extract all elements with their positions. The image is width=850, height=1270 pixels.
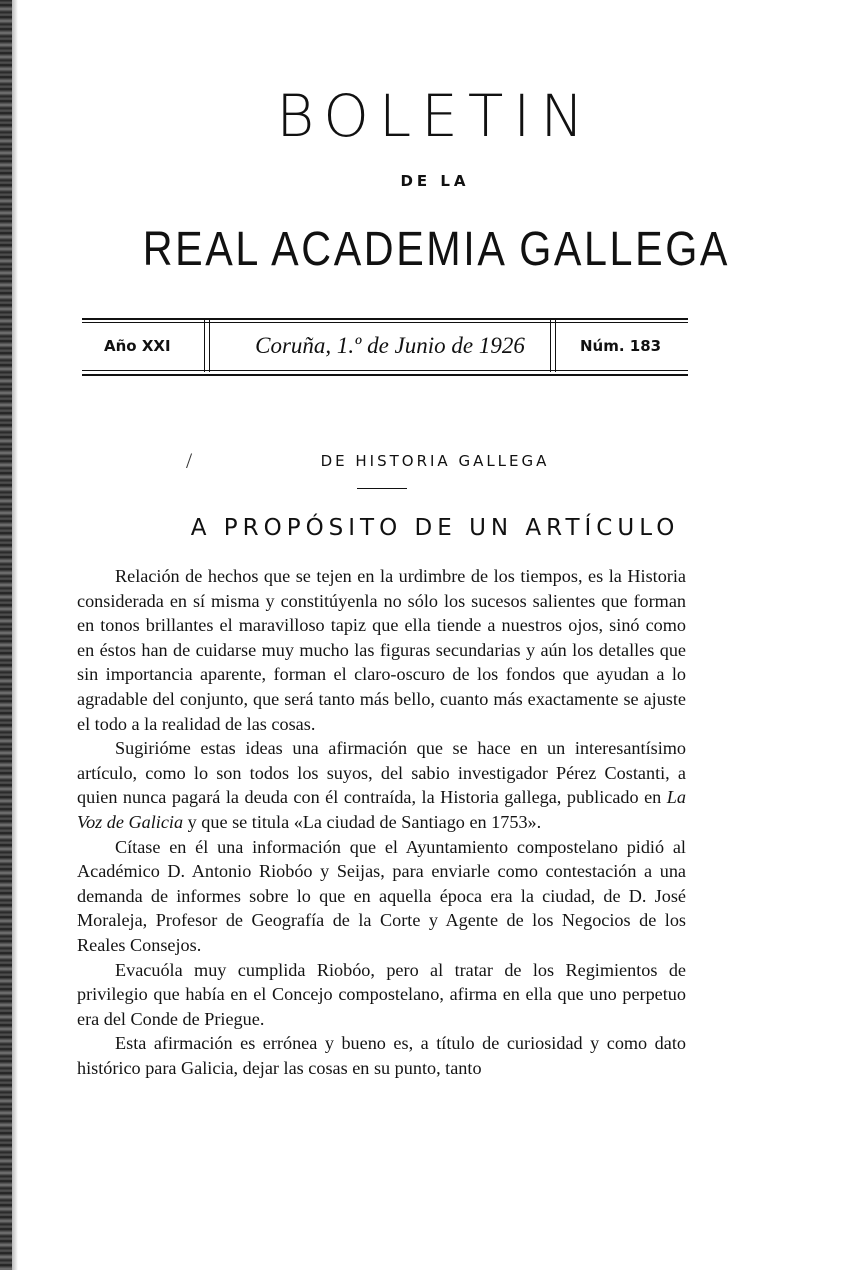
- issue-rule-bottom-thin: [82, 370, 688, 371]
- paragraph-text: y que se titula «La ciudad de Santiago en 1753».: [187, 811, 542, 832]
- issue-divider-right-2: [555, 320, 556, 372]
- issue-divider-right: [550, 320, 551, 372]
- issue-divider-left: [204, 320, 205, 372]
- article-body: [77, 564, 686, 1080]
- journal-title: BOLETIN: [276, 82, 594, 150]
- issue-number: Núm. 183: [580, 337, 662, 355]
- paragraph-text: Sugirióme estas ideas una afirmación que se hace en un interesantísimo artículo, como lo son todos los suyos, del sabio investigador Pérez Costanti, a quien nunca pagará la deuda con él contraída, la Historia gallega, publicado en: [77, 738, 686, 808]
- issue-date: Coruña, 1.º de Junio de 1926: [255, 333, 525, 358]
- issue-rule-top: [82, 318, 688, 320]
- paragraph: Relación de hechos que se tejen en la urdimbre de los tiempos, es la Historia considerada en sí misma y constitúyenla no sólo los sucesos salientes que forman en tonos brillantes el maravilloso tapiz que ella tiende a nuestros ojos, sinó como en éstos han de cuidarse muy mucho las figuras secundarias y aún los detalles que sin importancia aparente, forman el claro-oscuro de los fondos que ayudan a lo agradable del conjunto, que será tanto más bello, cuanto más exactamente se ajuste el todo a la realidad de las cosas.: [77, 566, 686, 734]
- newspaper-name: La Voz de Galicia: [77, 787, 686, 832]
- stray-ink-mark: /: [186, 448, 193, 473]
- issue-rule-top-thin: [82, 322, 688, 323]
- paragraph: Evacuóla muy cumplida Riobóo, pero al tratar de los Regimientos de privilegio que había en el Concejo compostelano, afirma en ella que uno perpetuo era del Conde de Priegue.: [77, 959, 686, 1029]
- article-title: A PROPÓSITO DE UN ARTÍCULO: [190, 515, 680, 541]
- issue-divider-left-2: [209, 320, 210, 372]
- issue-rule-bottom: [82, 374, 688, 376]
- issue-info-bar: [82, 318, 688, 376]
- section-divider: [357, 488, 407, 489]
- issue-year: Año XXI: [104, 337, 171, 355]
- paragraph: Esta afirmación es errónea y bueno es, a título de curiosidad y como dato histórico para Galicia, dejar las cosas en su punto, tanto: [77, 1033, 686, 1078]
- academy-name: REAL ACADEMIA GALLEGA: [142, 223, 731, 276]
- journal-connector: DE LA: [400, 172, 470, 190]
- scan-edge: [0, 0, 12, 1270]
- section-heading: DE HISTORIA GALLEGA: [320, 452, 550, 470]
- paragraph: [77, 736, 686, 834]
- paragraph: Cítase en él una información que el Ayuntamiento compostelano pidió al Académico D. Antonio Riobóo y Seijas, para enviarle como contestación a una demanda de informes sobre lo que en aquella época era la ciudad, de D. José Moraleja, Profesor de Geografía de la Corte y Agente de los Negocios de los Reales Consejos.: [77, 836, 686, 955]
